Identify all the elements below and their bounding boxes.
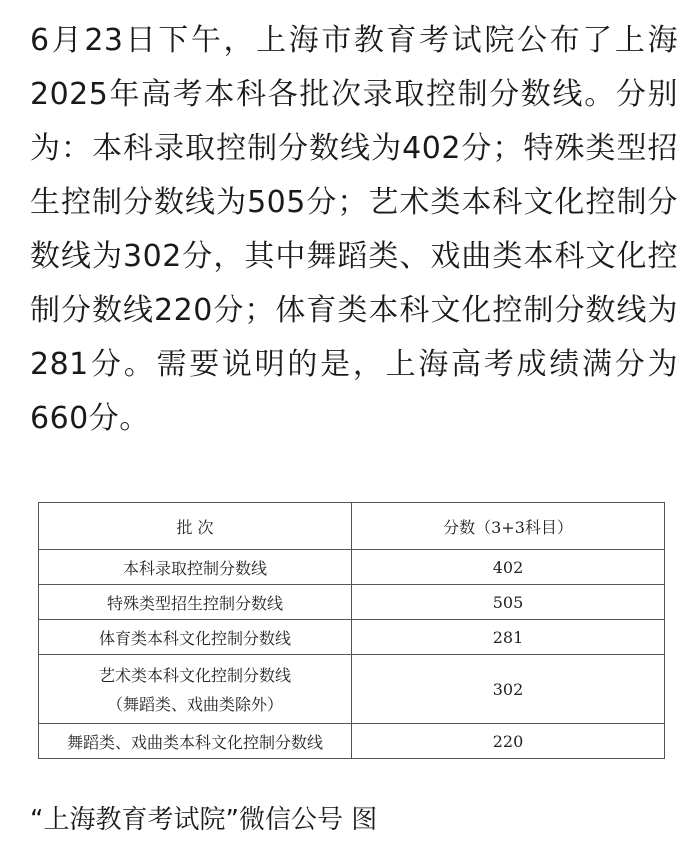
batch-cell [39, 655, 352, 724]
batch-cell: 体育类本科文化控制分数线 [39, 620, 352, 655]
score-cell: 302 [352, 655, 665, 724]
header-score: 分数（3+3科目） [352, 503, 665, 550]
batch-cell: 特殊类型招生控制分数线 [39, 585, 352, 620]
table-row [39, 724, 665, 759]
table-row [39, 620, 665, 655]
header-batch: 批 次 [39, 503, 352, 550]
table-row [39, 550, 665, 585]
score-cell: 220 [352, 724, 665, 759]
batch-cell: 本科录取控制分数线 [39, 550, 352, 585]
batch-name: 艺术类本科文化控制分数线 [98, 666, 291, 685]
image-caption: “上海教育考试院”微信公号 图 [30, 805, 378, 835]
batch-note: （舞蹈类、戏曲类除外） [106, 695, 283, 714]
score-table [38, 502, 665, 759]
score-cell: 402 [352, 550, 665, 585]
article-paragraph: 6月23日下午，上海市教育考试院公布了上海2025年高考本科各批次录取控制分数线。分别为：本科录取控制分数线为402分；特殊类型招生控制分数线为505分；艺术类本科文化控制分数线为302分，其中舞蹈类、戏曲类本科文化控制分数线220分；体育类本科文化控制分数线为281分。需要说明的是，上海高考成绩满分为660分。 [30, 23, 678, 436]
table-header-row [39, 503, 665, 550]
score-cell: 505 [352, 585, 665, 620]
table-row [39, 655, 665, 724]
table-row [39, 585, 665, 620]
score-table-container [38, 502, 662, 759]
batch-cell: 舞蹈类、戏曲类本科文化控制分数线 [39, 724, 352, 759]
score-cell: 281 [352, 620, 665, 655]
